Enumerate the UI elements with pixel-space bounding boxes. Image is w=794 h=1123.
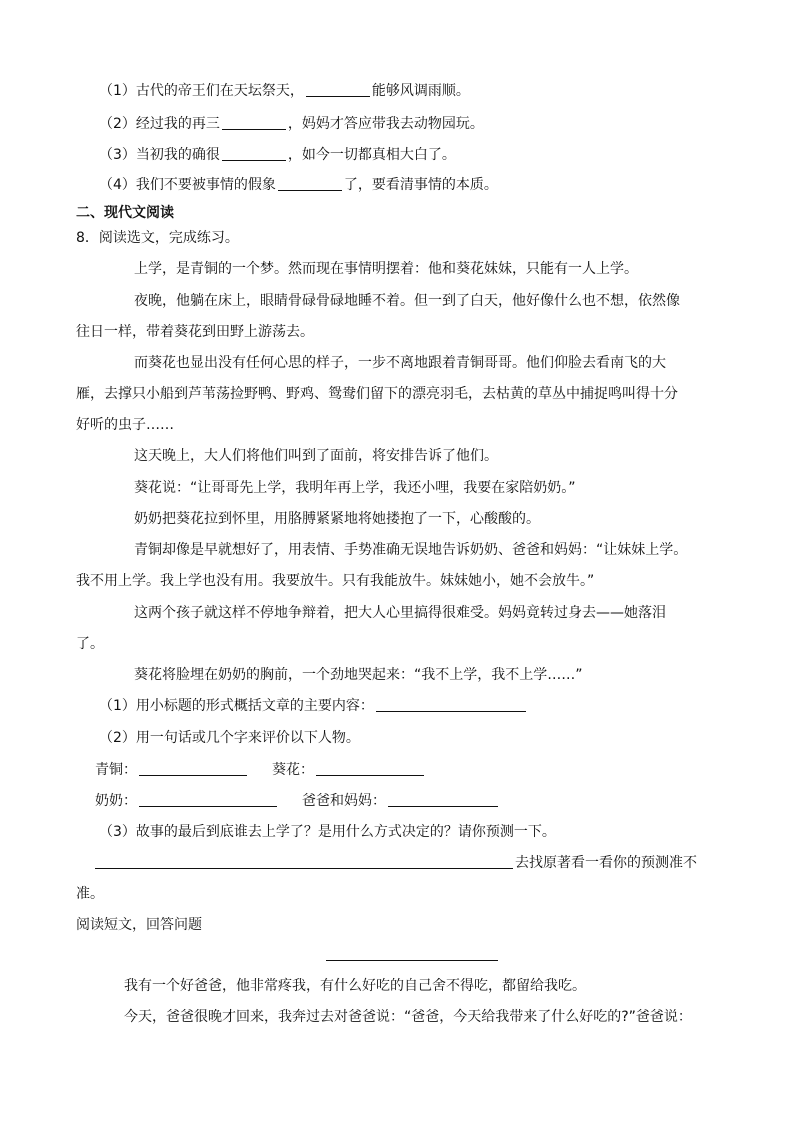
passage-line: 上学，是青铜的一个梦。然而现在事情明摆着：他和葵花妹妹，只能有一人上学。: [134, 261, 638, 277]
answer-blank[interactable]: [316, 761, 424, 776]
question-3-text-end: ，如今一切都真相大白了。: [287, 147, 456, 163]
question-4-text: （4）我们不要被事情的假象: [99, 177, 276, 193]
answer-blank[interactable]: [388, 792, 498, 807]
question-2-text-end: ，妈妈才答应带我去动物园玩。: [287, 116, 484, 132]
answer-blank[interactable]: [139, 761, 247, 776]
answer-blank[interactable]: [95, 854, 513, 869]
answer-blank[interactable]: [139, 792, 277, 807]
passage-line: 夜晚，他躺在床上，眼睛骨碌骨碌地睡不着。但一到了白天，他好像什么也不想，依然像: [134, 293, 680, 309]
answer-blank[interactable]: [222, 146, 286, 161]
question-2: [99, 115, 484, 133]
character-kuihua: [272, 761, 426, 779]
answer-blank[interactable]: [376, 697, 526, 712]
passage-line: 我不用上学。我上学也没有用。我要放牛。只有我能放牛。妹妹她小，她不会放牛。”: [76, 573, 595, 589]
passage-line: 今天，爸爸很晚才回来，我奔过去对爸爸说：“爸爸，今天给我带来了什么好吃的?”爸爸说：: [124, 1009, 692, 1025]
passage-line: 往日一样，带着葵花到田野上游荡去。: [76, 324, 314, 340]
passage-line: 而葵花也显出没有任何心思的样子，一步不离地跟着青铜哥哥。他们仰脸去看南飞的大: [134, 355, 666, 371]
sub-question-1: [99, 697, 528, 715]
sub-question-2: （2）用一句话或几个字来评价以下人物。: [99, 730, 360, 746]
passage-line: 我有一个好爸爸，他非常疼我，有什么好吃的自己舍不得吃，都留给我吃。: [124, 978, 586, 994]
sub-question-3-tail-2: 准。: [76, 886, 104, 902]
question-2-text: （2）经过我的再三: [99, 116, 220, 132]
character-nainai: [95, 792, 279, 810]
sub-question-3-answer: [93, 854, 697, 872]
passage-line: 奶奶把葵花拉到怀里，用胳膊紧紧地将她搂抱了一下，心酸酸的。: [134, 511, 540, 527]
passage-line: 这天晚上，大人们将他们叫到了面前，将安排告诉了他们。: [134, 448, 498, 464]
passage-line: 这两个孩子就这样不停地争辩着，把大人心里搞得很难受。妈妈竟转过身去——她落泪: [134, 605, 666, 621]
question-1: [99, 82, 470, 100]
passage-line: 好听的虫子……: [76, 417, 174, 433]
question-3: [99, 146, 456, 164]
character-label: 奶奶：: [95, 793, 137, 809]
question-8-intro: 8．阅读选文，完成练习。: [76, 230, 239, 246]
passage-line: 葵花将脸埋在奶奶的胸前，一个劲地哭起来：“我不上学，我不上学……”: [134, 667, 583, 683]
passage-line: 雁，去撑只小船到芦苇荡捡野鸭、野鸡、鸳鸯们留下的漂亮羽毛，去枯黄的草丛中捕捉鸣叫得十分: [76, 386, 678, 402]
passage-line: 青铜却像是早就想好了，用表情、手势准确无误地告诉奶奶、爸爸和妈妈：“让妹妹上学。: [134, 542, 688, 558]
reading-intro: 阅读短文，回答问题: [76, 917, 202, 933]
question-1-text-end: 能够风调雨顺。: [371, 83, 470, 99]
question-4: [99, 176, 498, 194]
passage-line: 葵花说：“让哥哥先上学，我明年再上学，我还小哩，我要在家陪奶奶。”: [134, 480, 576, 496]
sub-question-1-text: （1）用小标题的形式概括文章的主要内容：: [99, 698, 374, 714]
section-title: 二、现代文阅读: [76, 205, 174, 221]
title-blank[interactable]: [326, 960, 498, 961]
sub-question-3: （3）故事的最后到底谁去上学了？是用什么方式决定的？请你预测一下。: [99, 824, 556, 840]
answer-blank[interactable]: [278, 176, 342, 191]
character-label: 葵花：: [272, 762, 314, 778]
answer-blank[interactable]: [306, 82, 370, 97]
sub-question-3-tail: 去找原著看一看你的预测准不: [515, 855, 697, 871]
answer-blank[interactable]: [222, 115, 286, 130]
character-label: 青铜：: [95, 762, 137, 778]
character-parents: [302, 792, 500, 810]
question-1-text: （1）古代的帝王们在天坛祭天，: [99, 83, 304, 99]
question-4-text-end: 了，要看清事情的本质。: [343, 177, 498, 193]
character-qingtong: [95, 761, 249, 779]
passage-line: 了。: [76, 636, 104, 652]
question-3-text: （3）当初我的确很: [99, 147, 220, 163]
character-label: 爸爸和妈妈：: [302, 793, 386, 809]
